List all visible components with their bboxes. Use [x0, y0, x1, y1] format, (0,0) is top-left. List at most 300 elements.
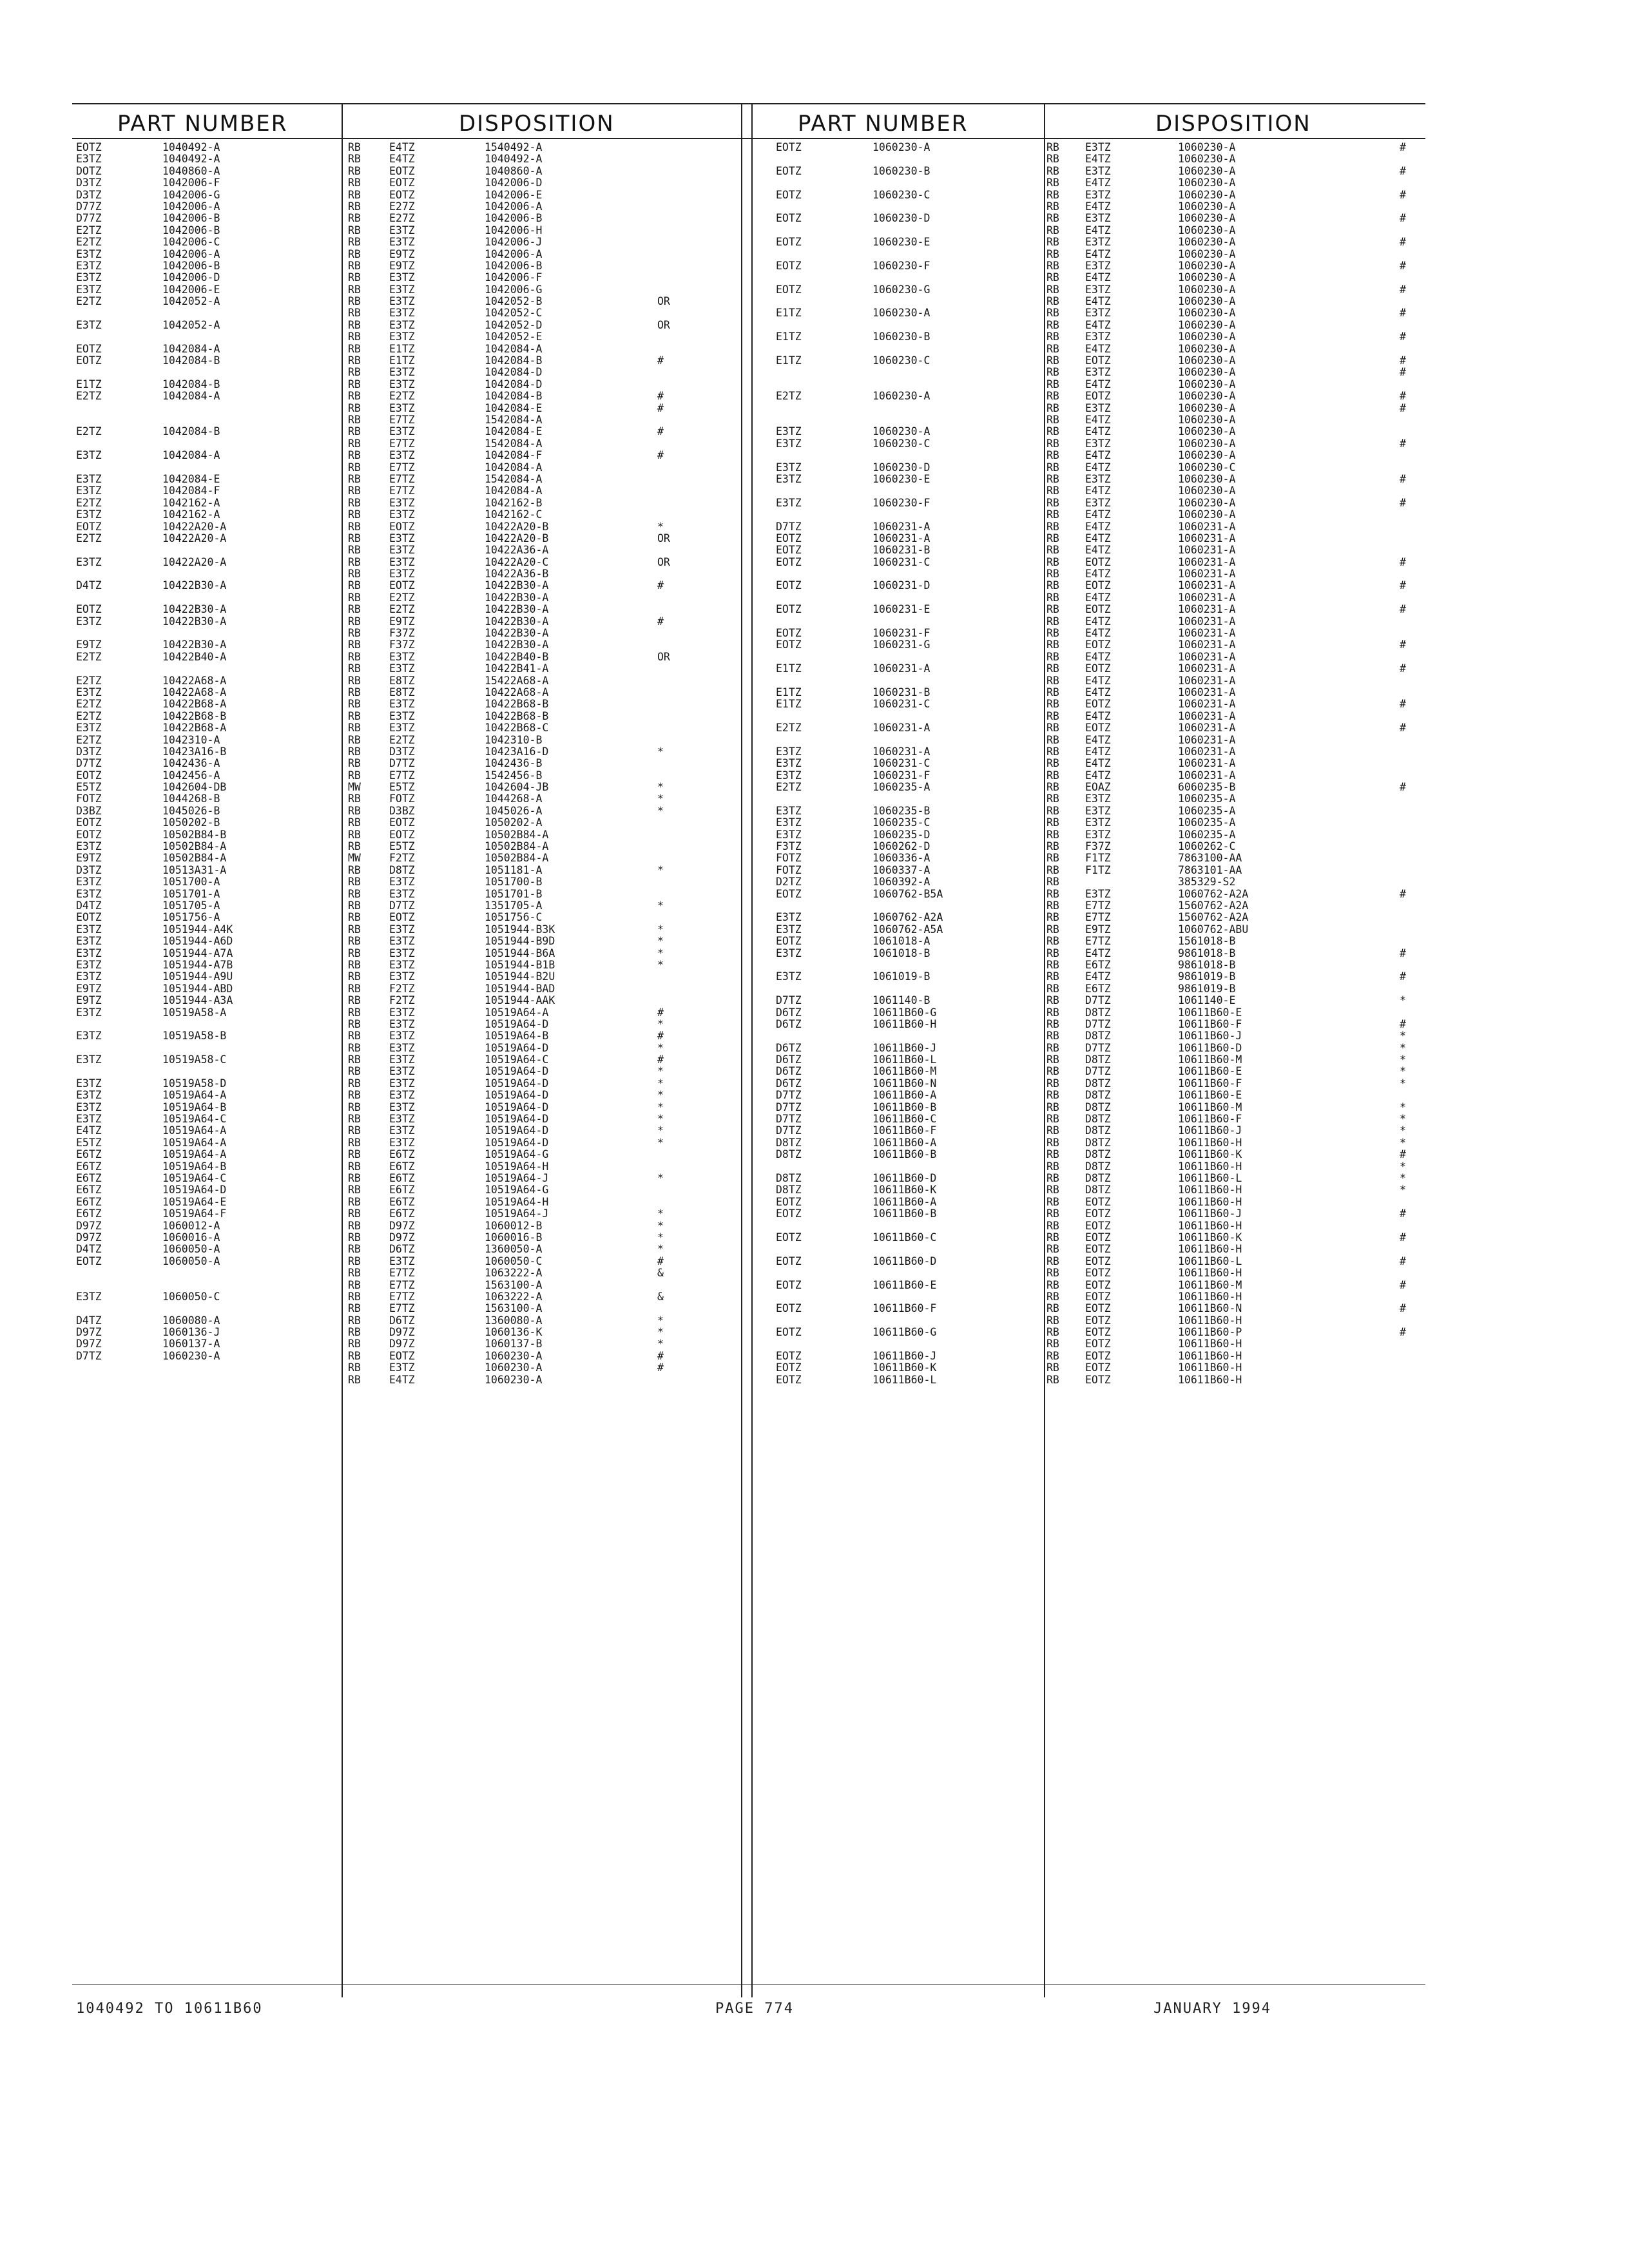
- part-prefix: D3TZ: [76, 177, 102, 189]
- note-mark: #: [1400, 722, 1406, 735]
- disposition-number: 1060230-A: [1178, 437, 1236, 450]
- table-row: [72, 343, 741, 355]
- part-prefix: E3TZ: [76, 947, 102, 959]
- disposition-number: 1542084-A: [485, 472, 543, 485]
- part-prefix: E3TZ: [76, 271, 102, 284]
- disposition-code: RB: [1046, 307, 1059, 320]
- disposition-prefix: D8TZ: [1085, 1160, 1111, 1173]
- disposition-code: RB: [1046, 1243, 1059, 1256]
- table-row: [72, 959, 741, 971]
- table-row: [753, 604, 1429, 615]
- disposition-code: RB: [1046, 947, 1059, 959]
- part-prefix: E2TZ: [776, 781, 802, 794]
- part-number: 1042006-F: [162, 177, 220, 189]
- disposition-number: 1050202-A: [485, 816, 543, 829]
- disposition-code: RB: [1046, 295, 1059, 308]
- disposition-prefix: E3TZ: [1085, 188, 1111, 201]
- table-row: [753, 1374, 1429, 1386]
- disposition-code: RB: [348, 923, 361, 936]
- part-prefix: E2TZ: [76, 390, 102, 403]
- part-prefix: D6TZ: [776, 1065, 802, 1078]
- disposition-number: 10611B60-H: [1178, 1136, 1242, 1149]
- disposition-code: RB: [1046, 639, 1059, 651]
- disposition-prefix: E3TZ: [389, 449, 415, 462]
- part-number: 10519A64-C: [162, 1171, 227, 1184]
- part-prefix: E4TZ: [76, 1124, 102, 1137]
- disposition-number: 1060231-A: [1178, 603, 1236, 616]
- disposition-code: RB: [348, 307, 361, 320]
- disposition-prefix: E4TZ: [1085, 425, 1111, 438]
- disposition-number: 10611B60-K: [1178, 1148, 1242, 1161]
- disposition-prefix: EOTZ: [1085, 1338, 1111, 1350]
- disposition-prefix: E3TZ: [1085, 236, 1111, 249]
- part-number: 1051944-A4K: [162, 923, 233, 936]
- disposition-code: RB: [348, 722, 361, 735]
- disposition-code: RB: [348, 686, 361, 698]
- part-number: 10611B60-H: [872, 1017, 937, 1030]
- part-number: 10519A64-C: [162, 1113, 227, 1126]
- disposition-prefix: D97Z: [389, 1338, 415, 1350]
- disposition-prefix: E5TZ: [389, 781, 415, 794]
- disposition-number: 1060231-A: [1178, 769, 1236, 782]
- table-row: [753, 1256, 1429, 1267]
- note-mark: #: [1400, 1017, 1406, 1030]
- part-number: 10422A68-A: [162, 686, 227, 698]
- note-mark: #: [1400, 366, 1406, 379]
- disposition-prefix: E3TZ: [1085, 141, 1111, 153]
- note-mark: *: [657, 863, 664, 876]
- part-number: 1042084-B: [162, 354, 220, 367]
- disposition-code: RB: [1046, 224, 1059, 236]
- table-row: [753, 616, 1429, 628]
- disposition-prefix: E6TZ: [389, 1184, 415, 1196]
- part-number: 1060762-A2A: [872, 911, 943, 924]
- disposition-number: 1042084-B: [485, 390, 543, 403]
- note-mark: #: [1400, 188, 1406, 201]
- disposition-prefix: F37Z: [389, 627, 415, 640]
- part-number: 10422A68-A: [162, 674, 227, 687]
- table-row: [753, 225, 1429, 236]
- table-row: [72, 1244, 741, 1255]
- part-number: 1060230-F: [872, 259, 930, 272]
- disposition-number: 1060230-A: [1178, 413, 1236, 426]
- note-mark: *: [657, 1171, 664, 1184]
- table-row: [753, 817, 1429, 829]
- part-prefix: EOTZ: [776, 532, 802, 544]
- disposition-number: 1042436-B: [485, 757, 543, 770]
- disposition-prefix: D8TZ: [1085, 1077, 1111, 1090]
- disposition-number: 10422A36-B: [485, 568, 549, 581]
- disposition-number: 10611B60-P: [1178, 1326, 1242, 1339]
- note-mark: &: [657, 1290, 664, 1303]
- table-row: [72, 544, 741, 556]
- disposition-prefix: E3TZ: [389, 401, 415, 414]
- table-row: [753, 260, 1429, 272]
- disposition-code: RB: [348, 662, 361, 675]
- disposition-number: 1060012-B: [485, 1219, 543, 1232]
- disposition-code: RB: [1046, 733, 1059, 746]
- part-number: 10611B60-G: [872, 1006, 937, 1019]
- part-prefix: D8TZ: [776, 1184, 802, 1196]
- disposition-prefix: E4TZ: [1085, 247, 1111, 260]
- disposition-number: 10519A64-H: [485, 1195, 549, 1208]
- part-number: 1042006-D: [162, 271, 220, 284]
- disposition-number: 10611B60-H: [1178, 1373, 1242, 1386]
- table-row: [72, 592, 741, 604]
- part-number: 10423A16-B: [162, 745, 227, 758]
- disposition-prefix: E3TZ: [389, 935, 415, 948]
- note-mark: *: [657, 958, 664, 971]
- disposition-prefix: F2TZ: [389, 852, 415, 865]
- disposition-number: 1060230-A: [1178, 188, 1236, 201]
- table-row: [72, 414, 741, 426]
- disposition-code: RB: [1046, 615, 1059, 628]
- table-row: [753, 1232, 1429, 1244]
- disposition-prefix: EOTZ: [1085, 639, 1111, 651]
- table-row: [72, 438, 741, 450]
- part-prefix: E3TZ: [76, 1100, 102, 1113]
- disposition-prefix: E3TZ: [1085, 259, 1111, 272]
- table-row: [753, 865, 1429, 876]
- disposition-prefix: EOTZ: [1085, 1243, 1111, 1256]
- part-number: 10611B60-B: [872, 1207, 937, 1220]
- disposition-code: RB: [1046, 1267, 1059, 1280]
- disposition-number: 1060230-A: [1178, 247, 1236, 260]
- disposition-prefix: E3TZ: [389, 722, 415, 735]
- part-number: 1060230-D: [872, 461, 930, 474]
- disposition-number: 1060230-A: [1178, 283, 1236, 296]
- part-prefix: D6TZ: [776, 1006, 802, 1019]
- disposition-code: RB: [1046, 177, 1059, 189]
- note-mark: *: [1400, 1100, 1406, 1113]
- part-number: 10519A58-C: [162, 1053, 227, 1066]
- disposition-number: 10519A64-D: [485, 1124, 549, 1137]
- table-row: [72, 1019, 741, 1030]
- disposition-code: RB: [1046, 200, 1059, 213]
- part-prefix: EOTZ: [76, 520, 102, 533]
- part-prefix: E3TZ: [776, 425, 802, 438]
- part-prefix: EOTZ: [776, 141, 802, 153]
- disposition-number: 9861018-B: [1178, 947, 1236, 959]
- part-prefix: EOTZ: [76, 354, 102, 367]
- disposition-number: 1060230-A: [485, 1349, 543, 1362]
- part-number: 1061140-B: [872, 994, 930, 1007]
- disposition-prefix: E4TZ: [1085, 508, 1111, 521]
- disposition-code: RB: [1046, 1349, 1059, 1362]
- disposition-code: RB: [1046, 840, 1059, 853]
- right-disposition-header: DISPOSITION: [1155, 111, 1311, 137]
- part-prefix: D4TZ: [76, 899, 102, 912]
- part-number: 1060235-C: [872, 816, 930, 829]
- disposition-prefix: EOTZ: [389, 164, 415, 177]
- part-prefix: EOTZ: [76, 828, 102, 841]
- part-number: 10611B60-K: [872, 1361, 937, 1374]
- disposition-number: 10611B60-E: [1178, 1065, 1242, 1078]
- disposition-prefix: F1TZ: [1085, 852, 1111, 865]
- part-number: 1051756-A: [162, 911, 220, 924]
- part-number: 1042084-A: [162, 449, 220, 462]
- part-number: 1051700-A: [162, 876, 220, 889]
- table-row: [72, 900, 741, 912]
- table-row: [72, 320, 741, 331]
- disposition-prefix: D6TZ: [389, 1314, 415, 1327]
- part-number: 10611B60-L: [872, 1373, 937, 1386]
- disposition-code: RB: [348, 1006, 361, 1019]
- disposition-code: RB: [1046, 1089, 1059, 1102]
- part-prefix: EOTZ: [776, 283, 802, 296]
- disposition-prefix: D3TZ: [389, 745, 415, 758]
- table-row: [72, 1303, 741, 1314]
- part-number: 1042084-E: [162, 472, 220, 485]
- part-prefix: D2TZ: [776, 876, 802, 889]
- note-mark: #: [657, 1053, 664, 1066]
- disposition-code: RB: [348, 757, 361, 770]
- disposition-prefix: E4TZ: [1085, 378, 1111, 390]
- part-number: 1045026-B: [162, 804, 220, 817]
- disposition-code: RB: [1046, 401, 1059, 414]
- part-prefix: EOTZ: [76, 1254, 102, 1267]
- part-prefix: E3TZ: [76, 876, 102, 889]
- disposition-number: 10519A64-D: [485, 1017, 549, 1030]
- table-row: [72, 1196, 741, 1208]
- disposition-number: 1042006-A: [485, 247, 543, 260]
- part-number: 1060231-D: [872, 579, 930, 592]
- part-prefix: E6TZ: [76, 1160, 102, 1173]
- table-row: [753, 675, 1429, 687]
- part-prefix: EOTZ: [76, 816, 102, 829]
- disposition-code: RB: [1046, 1326, 1059, 1339]
- disposition-code: RB: [1046, 212, 1059, 225]
- table-row: [753, 450, 1429, 461]
- table-row: [72, 722, 741, 734]
- part-number: 10611B60-D: [872, 1254, 937, 1267]
- table-row: [72, 1113, 741, 1125]
- disposition-code: RB: [1046, 247, 1059, 260]
- disposition-code: RB: [1046, 1254, 1059, 1267]
- part-prefix: E3TZ: [76, 318, 102, 331]
- disposition-code: RB: [1046, 413, 1059, 426]
- part-prefix: E3TZ: [76, 1053, 102, 1066]
- disposition-code: RB: [348, 793, 361, 805]
- part-prefix: E3TZ: [76, 555, 102, 568]
- disposition-code: RB: [348, 935, 361, 948]
- part-number: 1060231-F: [872, 769, 930, 782]
- table-row: [753, 533, 1429, 544]
- note-mark: *: [657, 1219, 664, 1232]
- table-row: [72, 865, 741, 876]
- disposition-code: RB: [1046, 816, 1059, 829]
- disposition-number: 1060231-A: [1178, 555, 1236, 568]
- disposition-code: RB: [348, 1017, 361, 1030]
- part-number: 1060230-C: [872, 354, 930, 367]
- part-number: 1060235-D: [872, 828, 930, 841]
- note-mark: #: [1400, 603, 1406, 616]
- table-row: [72, 889, 741, 900]
- disposition-code: RB: [1046, 698, 1059, 711]
- disposition-number: 10422B41-A: [485, 662, 549, 675]
- disposition-number: 10611B60-N: [1178, 1302, 1242, 1315]
- part-number: 1060230-E: [872, 236, 930, 249]
- table-row: [753, 272, 1429, 284]
- part-prefix: E2TZ: [76, 295, 102, 308]
- disposition-code: RB: [1046, 650, 1059, 663]
- part-prefix: EOTZ: [776, 1361, 802, 1374]
- disposition-prefix: E1TZ: [389, 342, 415, 355]
- part-prefix: D77Z: [76, 212, 102, 225]
- note-mark: #: [1400, 1231, 1406, 1244]
- table-row: [72, 1362, 741, 1374]
- disposition-prefix: E7TZ: [1085, 911, 1111, 924]
- disposition-prefix: D8TZ: [389, 863, 415, 876]
- table-row: [72, 1102, 741, 1113]
- part-prefix: EOTZ: [776, 555, 802, 568]
- part-number: 1042006-A: [162, 247, 220, 260]
- note-mark: *: [657, 1326, 664, 1339]
- disposition-prefix: E7TZ: [389, 1267, 415, 1280]
- disposition-prefix: EOTZ: [389, 1349, 415, 1362]
- disposition-code: RB: [1046, 1373, 1059, 1386]
- disposition-prefix: E4TZ: [1085, 318, 1111, 331]
- note-mark: #: [1400, 331, 1406, 343]
- disposition-number: 6060235-B: [1178, 781, 1236, 794]
- disposition-number: 10519A64-G: [485, 1148, 549, 1161]
- part-prefix: E3TZ: [76, 935, 102, 948]
- part-number: 10611B60-A: [872, 1089, 937, 1102]
- part-prefix: D7TZ: [776, 520, 802, 533]
- note-mark: OR: [657, 295, 670, 308]
- disposition-prefix: D8TZ: [1085, 1113, 1111, 1126]
- part-number: 1060231-G: [872, 639, 930, 651]
- disposition-number: 1060231-A: [1178, 709, 1236, 722]
- disposition-prefix: E3TZ: [389, 568, 415, 581]
- disposition-code: RB: [348, 1100, 361, 1113]
- disposition-prefix: E3TZ: [1085, 828, 1111, 841]
- disposition-code: RB: [1046, 1219, 1059, 1232]
- table-row: [753, 995, 1429, 1006]
- table-row: [72, 1007, 741, 1019]
- note-mark: #: [1400, 141, 1406, 153]
- disposition-prefix: F37Z: [1085, 840, 1111, 853]
- disposition-code: RB: [348, 887, 361, 900]
- part-prefix: E2TZ: [76, 709, 102, 722]
- disposition-prefix: F1TZ: [1085, 863, 1111, 876]
- disposition-number: 1060230-A: [1178, 472, 1236, 485]
- part-number: 1042006-E: [162, 283, 220, 296]
- right-part-number-header: PART NUMBER: [798, 111, 969, 137]
- disposition-code: RB: [348, 603, 361, 616]
- part-prefix: E2TZ: [776, 390, 802, 403]
- disposition-code: RB: [1046, 188, 1059, 201]
- disposition-number: 1042084-E: [485, 425, 543, 438]
- disposition-code: RB: [348, 555, 361, 568]
- table-row: [753, 1315, 1429, 1327]
- part-number: 1051944-ABD: [162, 982, 233, 995]
- part-number: 1060231-A: [872, 662, 930, 675]
- part-prefix: E9TZ: [76, 994, 102, 1007]
- disposition-number: 9861019-B: [1178, 982, 1236, 995]
- table-row: [753, 936, 1429, 947]
- disposition-code: RB: [348, 733, 361, 746]
- disposition-code: RB: [348, 532, 361, 544]
- disposition-code: RB: [1046, 259, 1059, 272]
- disposition-prefix: EOTZ: [389, 177, 415, 189]
- note-mark: #: [1400, 947, 1406, 959]
- note-mark: #: [1400, 354, 1406, 367]
- disposition-prefix: D7TZ: [389, 757, 415, 770]
- disposition-prefix: EOTZ: [389, 911, 415, 924]
- note-mark: *: [657, 935, 664, 948]
- disposition-prefix: E3TZ: [1085, 283, 1111, 296]
- disposition-prefix: D7TZ: [1085, 1017, 1111, 1030]
- disposition-number: 1351705-A: [485, 899, 543, 912]
- disposition-number: 1060230-A: [1178, 378, 1236, 390]
- disposition-prefix: E3TZ: [389, 970, 415, 983]
- part-prefix: E3TZ: [76, 1113, 102, 1126]
- note-mark: #: [1400, 236, 1406, 249]
- disposition-code: RB: [348, 828, 361, 841]
- disposition-prefix: E4TZ: [1085, 532, 1111, 544]
- disposition-prefix: E4TZ: [1085, 627, 1111, 640]
- part-number: 1042084-A: [162, 390, 220, 403]
- table-row: [753, 1350, 1429, 1362]
- part-prefix: EOTZ: [776, 935, 802, 948]
- disposition-number: 10611B60-H: [1178, 1243, 1242, 1256]
- left-part-number-header: PART NUMBER: [117, 111, 288, 137]
- disposition-prefix: EOTZ: [1085, 1349, 1111, 1362]
- disposition-number: 1560762-A2A: [1178, 911, 1249, 924]
- disposition-number: 1060230-A: [1178, 212, 1236, 225]
- part-prefix: E3TZ: [776, 745, 802, 758]
- table-row: [72, 735, 741, 746]
- table-row: [753, 153, 1429, 165]
- disposition-code: RB: [1046, 1338, 1059, 1350]
- note-mark: #: [1400, 1148, 1406, 1161]
- table-row: [72, 450, 741, 461]
- note-mark: #: [657, 401, 664, 414]
- part-prefix: FOTZ: [76, 793, 102, 805]
- table-row: [753, 924, 1429, 936]
- disposition-number: 1060230-A: [1178, 177, 1236, 189]
- disposition-code: RB: [1046, 1148, 1059, 1161]
- disposition-number: 1060762-ABU: [1178, 923, 1249, 936]
- table-row: [753, 912, 1429, 923]
- table-row: [753, 166, 1429, 177]
- disposition-code: RB: [348, 413, 361, 426]
- disposition-code: RB: [1046, 674, 1059, 687]
- part-number: 1051944-A3A: [162, 994, 233, 1007]
- disposition-code: RB: [348, 366, 361, 379]
- part-prefix: D6TZ: [776, 1017, 802, 1030]
- disposition-number: 10519A64-D: [485, 1077, 549, 1090]
- table-row: [753, 983, 1429, 995]
- disposition-number: 1051944-B2U: [485, 970, 555, 983]
- disposition-prefix: E4TZ: [1085, 686, 1111, 698]
- table-row: [753, 177, 1429, 189]
- note-mark: #: [1400, 164, 1406, 177]
- part-number: 1060231-F: [872, 627, 930, 640]
- part-number: 1042604-DB: [162, 781, 227, 794]
- disposition-prefix: E3TZ: [389, 947, 415, 959]
- table-row: [72, 390, 741, 402]
- disposition-prefix: E4TZ: [1085, 568, 1111, 581]
- disposition-code: RB: [348, 153, 361, 166]
- note-mark: *: [1400, 1030, 1406, 1043]
- part-number: 1060231-C: [872, 555, 930, 568]
- note-mark: #: [1400, 472, 1406, 485]
- disposition-code: RB: [1046, 958, 1059, 971]
- table-row: [72, 1256, 741, 1267]
- part-prefix: D6TZ: [776, 1041, 802, 1054]
